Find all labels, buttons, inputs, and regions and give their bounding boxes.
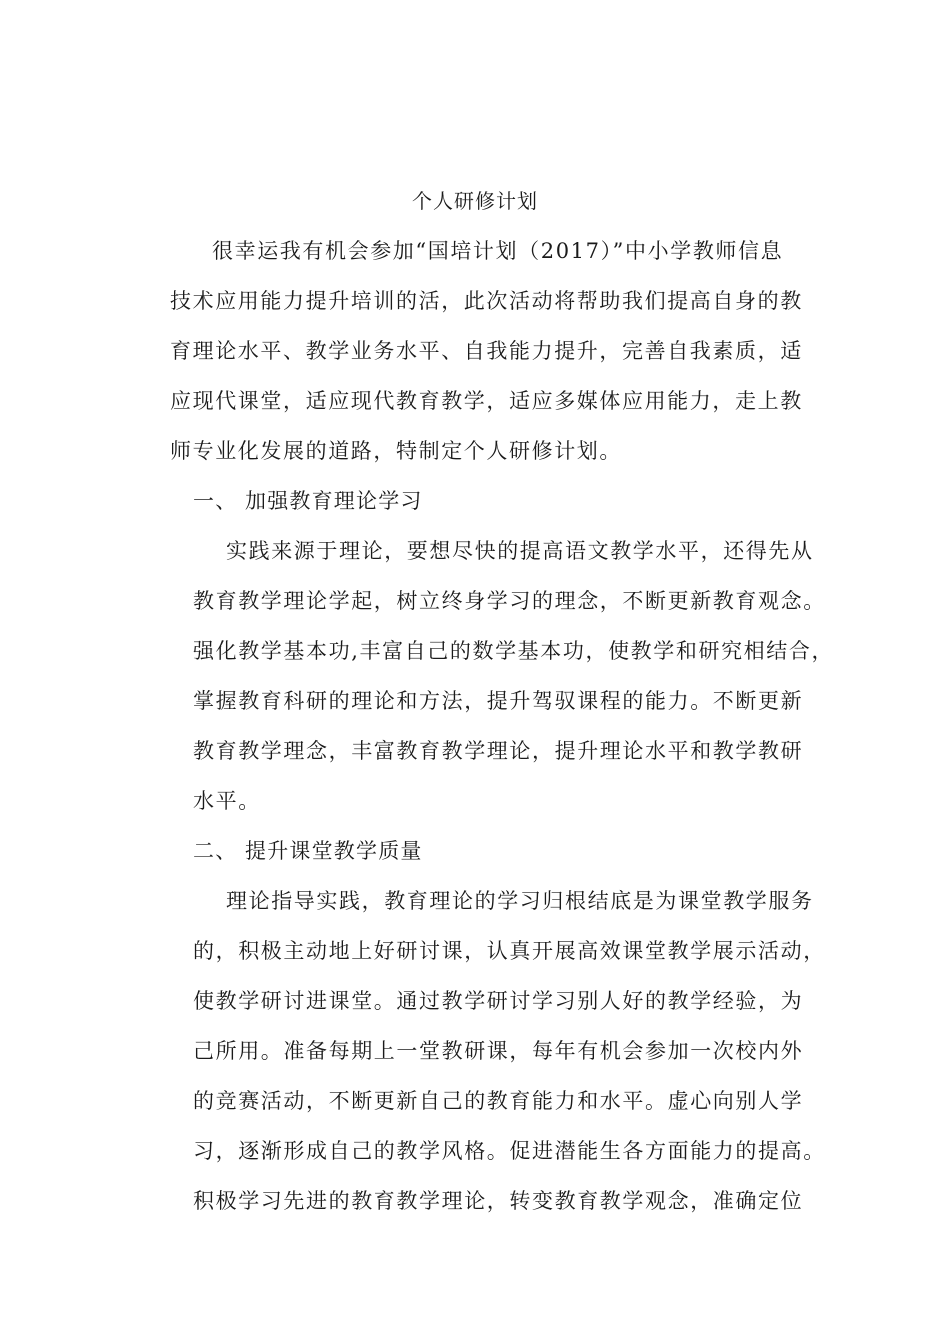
intro-line: 师专业化发展的道路，特制定个人研修计划。 xyxy=(170,439,622,463)
intro-line: 应现代课堂，适应现代教育教学，适应多媒体应用能力，走上教 xyxy=(170,389,803,413)
section-2-line: 的，积极主动地上好研讨课，认真开展高效课堂教学展示活动， xyxy=(193,939,826,963)
section-1-title: 加强教育理论学习 xyxy=(245,489,423,513)
section-2-line: 习，逐渐形成自己的教学风格。促进潜能生各方面能力的提高。 xyxy=(193,1139,826,1163)
intro-line: 很幸运我有机会参加“国培计划（2017）”中小学教师信息 xyxy=(212,239,784,263)
section-1-line: 教育教学理念，丰富教育教学理论，提升理论水平和教学教研 xyxy=(193,739,804,763)
section-1-line: 实践来源于理论，要想尽快的提高语文教学水平，还得先从 xyxy=(226,539,814,563)
section-2-title: 提升课堂教学质量 xyxy=(245,839,423,863)
section-1-line: 掌握教育科研的理论和方法，提升驾驭课程的能力。不断更新 xyxy=(193,689,804,713)
section-1-line: 教育教学理论学起，树立终身学习的理念，不断更新教育观念。 xyxy=(193,589,826,613)
section-1-line: 强化教学基本功,丰富自己的数学基本功，使教学和研究相结合， xyxy=(193,639,835,663)
section-1-number: 一、 xyxy=(193,489,238,513)
intro-line: 技术应用能力提升培训的活，此次活动将帮助我们提高自身的教 xyxy=(170,289,803,313)
section-1-line: 水平。 xyxy=(193,789,261,813)
intro-line: 育理论水平、教学业务水平、自我能力提升，完善自我素质，适 xyxy=(170,339,803,363)
section-2-line: 积极学习先进的教育教学理论，转变教育教学观念，准确定位 xyxy=(193,1189,804,1213)
section-2-line: 的竞赛活动，不断更新自己的教育能力和水平。虚心向别人学 xyxy=(193,1089,804,1113)
section-2-line: 理论指导实践，教育理论的学习归根结底是为课堂教学服务 xyxy=(226,889,814,913)
section-2-number: 二、 xyxy=(193,839,238,863)
section-2-line: 使教学研讨进课堂。通过教学研讨学习别人好的教学经验，为 xyxy=(193,989,804,1013)
section-2-heading xyxy=(193,836,423,866)
section-1-heading xyxy=(193,486,423,516)
section-2-line: 己所用。准备每期上一堂教研课，每年有机会参加一次校内外 xyxy=(193,1039,804,1063)
document-title: 个人研修计划 xyxy=(412,189,538,213)
